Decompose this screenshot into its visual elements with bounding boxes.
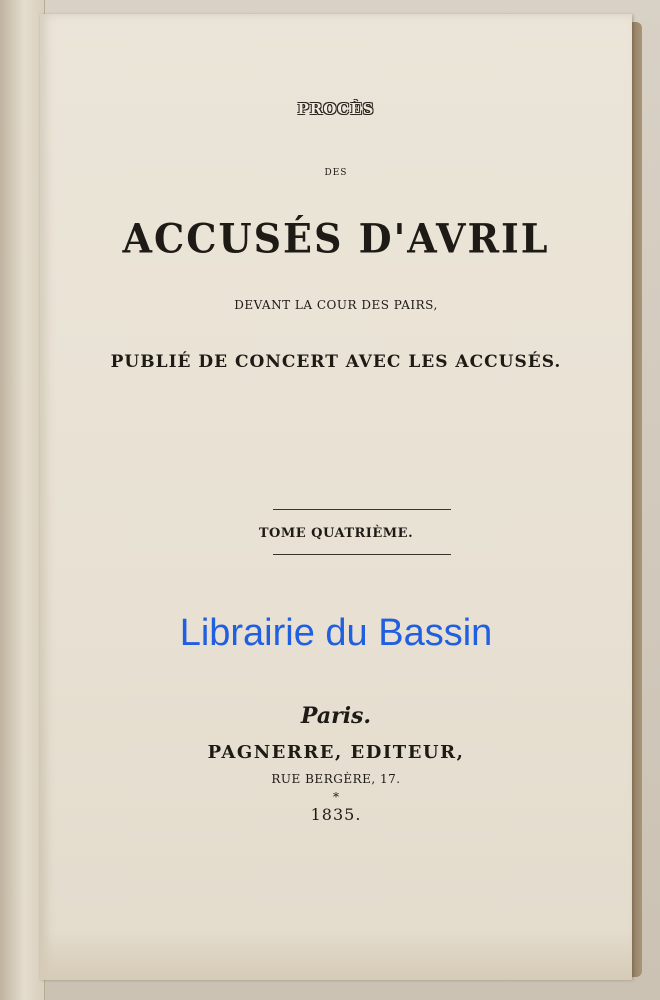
watermark-text: Librairie du Bassin (179, 612, 493, 654)
rule-bottom (273, 554, 451, 555)
main-title: ACCUSÉS D'AVRIL (122, 214, 550, 263)
imprint-city: Paris. (300, 703, 372, 729)
volume-label: TOME QUATRIÈME. (258, 526, 414, 541)
subtitle-devant: DEVANT LA COUR DES PAIRS, (234, 298, 438, 312)
imprint-address: RUE BERGÈRE, 17. (271, 772, 401, 786)
rule-top (273, 509, 451, 510)
imprint-year: 1835. (310, 805, 362, 824)
title-page (40, 14, 632, 979)
left-page-edge (0, 0, 45, 1000)
des-line: DES (324, 168, 348, 178)
proces-heading: PROCÈS (297, 100, 375, 118)
ornament-star: * (333, 790, 339, 804)
page-bottom-edge (40, 930, 632, 980)
subtitle-publie: PUBLIÉ DE CONCERT AVEC LES ACCUSÉS. (110, 352, 562, 372)
imprint-publisher: PAGNERRE, EDITEUR, (207, 742, 465, 763)
